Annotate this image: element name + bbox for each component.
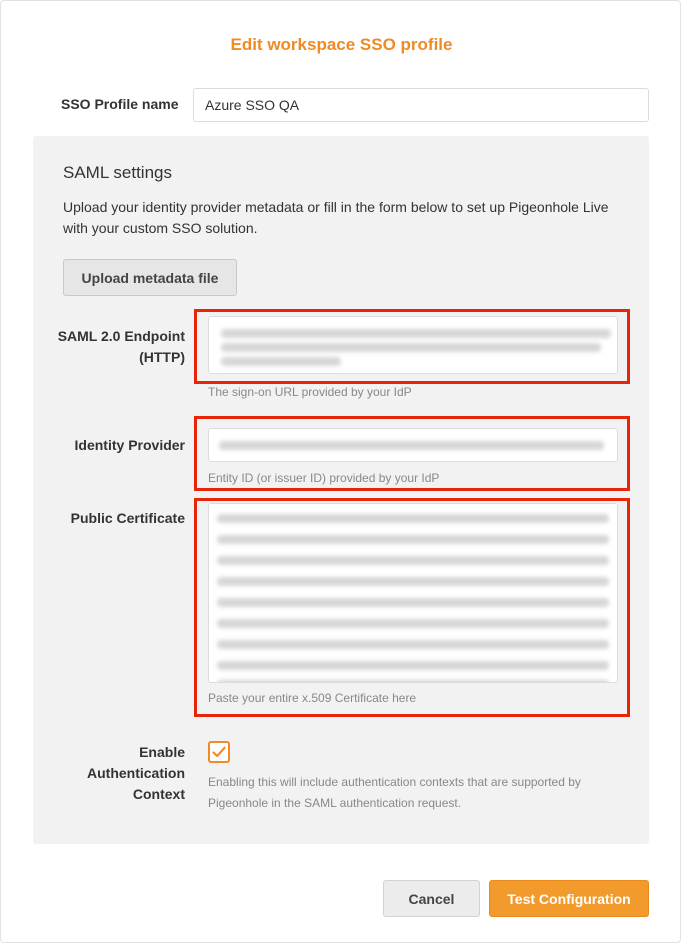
checkmark-icon [212,746,226,758]
blurred-text [221,357,341,366]
blurred-text [217,577,609,586]
auth-context-help: Enabling this will include authentication contexts that are supported by Pigeonhole in the SAML authentication request. [208,775,581,810]
auth-context-label [33,742,185,805]
blurred-text [221,343,601,352]
blurred-text [219,441,604,450]
blurred-text [217,535,609,544]
auth-context-label-line1: Enable [139,744,185,760]
dialog-title: Edit workspace SSO profile [230,35,453,54]
blurred-text [217,661,609,670]
identity-provider-help: Entity ID (or issuer ID) provided by your IdP [208,471,440,485]
public-certificate-help: Paste your entire x.509 Certificate here [208,691,417,705]
saml-endpoint-label-line2: (HTTP) [139,349,185,365]
blurred-text [217,680,609,683]
profile-name-input[interactable] [193,88,649,122]
profile-name-label: SSO Profile name [61,96,179,112]
blurred-text [221,329,611,338]
blurred-text [217,514,609,523]
test-configuration-button[interactable]: Test Configuration [489,880,649,917]
saml-endpoint-label-line1: SAML 2.0 Endpoint [57,328,185,344]
blurred-text [217,619,609,628]
auth-context-checkbox[interactable] [208,741,230,763]
blurred-text [217,556,609,565]
blurred-text [217,598,609,607]
identity-provider-input[interactable] [208,428,618,462]
saml-endpoint-help: The sign-on URL provided by your IdP [208,385,412,399]
saml-endpoint-input[interactable] [208,316,618,374]
cancel-button[interactable]: Cancel [383,880,480,917]
saml-settings-description: Upload your identity provider metadata or fill in the form below to set up Pigeonhole Live with your custom SSO solution. [63,199,609,236]
upload-metadata-button[interactable]: Upload metadata file [63,259,237,296]
auth-context-label-line3: Context [132,786,185,802]
saml-settings-title: SAML settings [63,163,172,182]
blurred-text [217,640,609,649]
identity-provider-label: Identity Provider [74,437,185,453]
auth-context-label-line2: Authentication [87,765,185,781]
public-certificate-label: Public Certificate [70,510,185,526]
saml-endpoint-label [33,326,185,368]
public-certificate-textarea[interactable] [208,503,618,683]
